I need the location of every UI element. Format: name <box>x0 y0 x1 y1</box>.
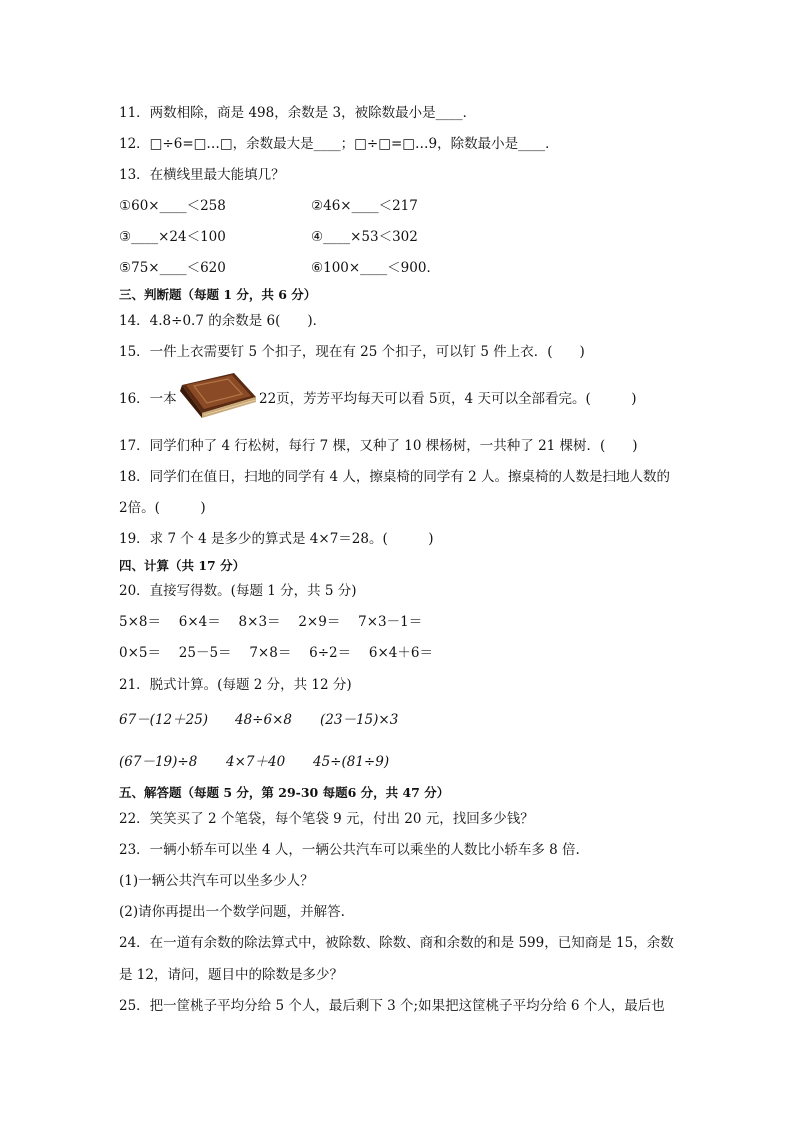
question-15: 15．一件上衣需要钉 5 个扣子，现在有 25 个扣子，可以钉 5 件上衣．( ) <box>119 344 585 360</box>
question-23: 23．一辆小轿车可以坐 4 人，一辆公共汽车可以乘坐的人数比小轿车多 8 倍. <box>119 842 580 858</box>
q21-expr-3: (23－15)×3 <box>320 712 399 728</box>
q21-expr-1: 67－(12＋25) <box>119 712 209 728</box>
q21-expr-4: (67－19)÷8 <box>119 754 198 770</box>
q21-expr-5: 4×7＋40 <box>226 754 286 770</box>
q13-item-5: ⑤75×____＜620 <box>119 260 226 276</box>
question-16-prefix: 16．一本 <box>119 391 177 407</box>
book-image <box>176 371 258 419</box>
question-19: 19．求 7 个 4 是多少的算式是 4×7＝28。( ) <box>119 531 434 547</box>
section-heading-4: 四、计算（共 17 分） <box>119 558 246 573</box>
q20-row-1: 5×8＝ 6×4＝ 8×3＝ 2×9＝ 7×3－1＝ <box>119 614 423 630</box>
question-17: 17．同学们种了 4 行松树，每行 7 棵，又种了 10 棵杨树，一共种了 21 棵树．( ) <box>119 438 638 454</box>
q13-item-2: ②46×____＜217 <box>311 198 418 214</box>
question-11: 11．两数相除，商是 498，余数是 3，被除数最小是____． <box>119 105 477 121</box>
question-18-line-2: 2倍。( ) <box>119 500 206 516</box>
question-21: 21．脱式计算。(每题 2 分，共 12 分) <box>119 677 352 693</box>
q21-expr-6: 45÷(81÷9) <box>313 754 390 770</box>
question-22: 22．笑笑买了 2 个笔袋，每个笔袋 9 元，付出 20 元，找回多少钱？ <box>119 811 534 827</box>
q13-item-6: ⑥100×____＜900． <box>311 260 440 276</box>
question-23-part-1: (1)一辆公共汽车可以坐多少人？ <box>119 873 314 889</box>
question-12: 12．□÷6=□…□，余数最大是____；□÷□=□…9，除数最小是____． <box>119 136 559 152</box>
q13-item-3: ③____×24＜100 <box>119 229 226 245</box>
q20-row-2: 0×5＝ 25－5＝ 7×8＝ 6÷2＝ 6×4＋6＝ <box>119 645 433 661</box>
question-24-line-2: 是 12，请问，题目中的除数是多少？ <box>119 967 343 983</box>
question-20: 20．直接写得数。(每题 1 分，共 5 分) <box>119 583 357 599</box>
section-heading-5: 五、解答题（每题 5 分，第 29-30 每题6 分，共 47 分） <box>119 785 450 800</box>
q13-item-1: ①60×____＜258 <box>119 198 226 214</box>
question-14: 14．4.8÷0.7 的余数是 6( )． <box>119 313 327 329</box>
q21-expr-2: 48÷6×8 <box>235 712 292 728</box>
q13-item-4: ④____×53＜302 <box>311 229 418 245</box>
question-25: 25．把一筐桃子平均分给 5 个人，最后剩下 3 个;如果把这筐桃子平均分给 6 个人，最后也 <box>119 998 665 1014</box>
question-13: 13．在横线里最大能填几？ <box>119 167 285 183</box>
question-23-part-2: (2)请你再提出一个数学问题，并解答. <box>119 904 345 920</box>
section-heading-3: 三、判断题（每题 1 分，共 6 分） <box>119 287 317 302</box>
question-16-suffix: 22页，芳芳平均每天可以看 5页，4 天可以全部看完。( ) <box>259 391 637 407</box>
question-18-line-1: 18．同学们在值日，扫地的同学有 4 人，擦桌椅的同学有 2 人。擦桌椅的人数是扫地人数的 <box>119 469 671 485</box>
question-24-line-1: 24．在一道有余数的除法算式中，被除数、除数、商和余数的和是 599，已知商是 15，余数 <box>119 935 674 951</box>
